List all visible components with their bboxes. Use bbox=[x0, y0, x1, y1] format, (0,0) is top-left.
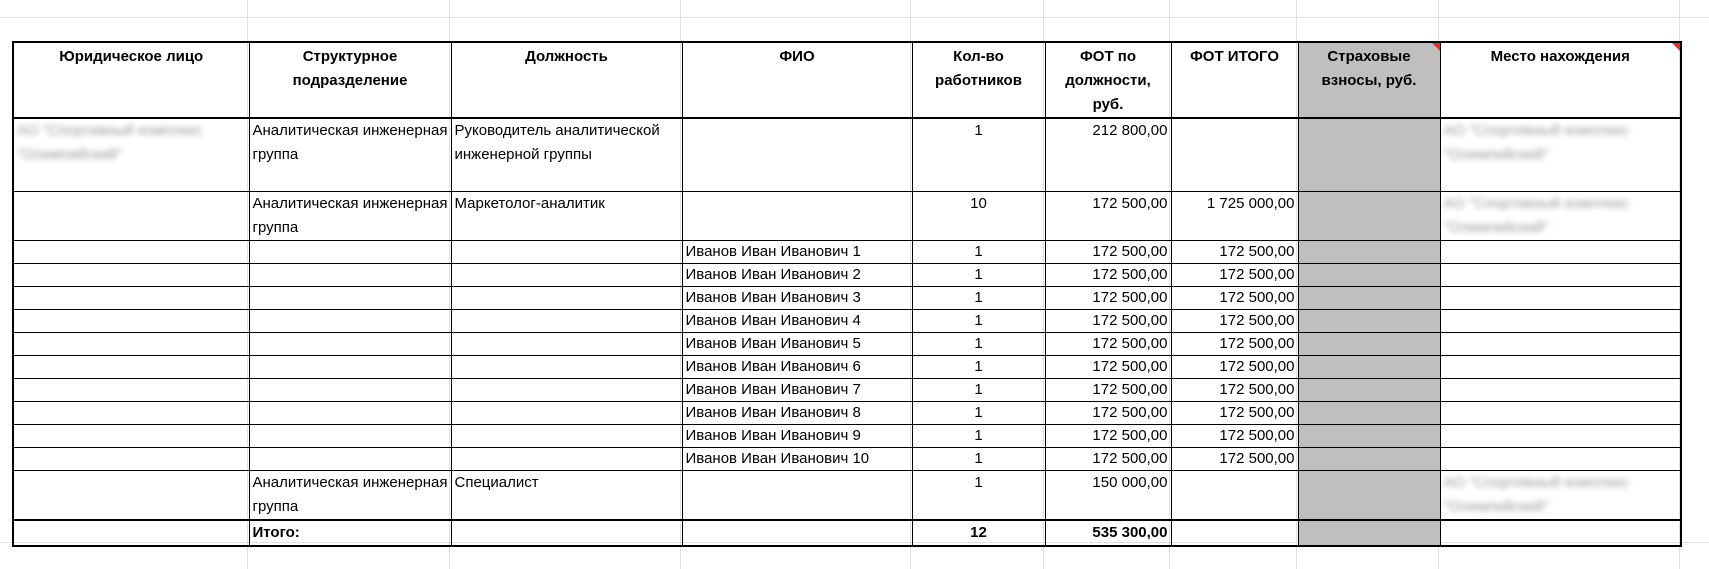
cell-count[interactable]: 1 bbox=[912, 379, 1045, 402]
cell-fio[interactable]: Иванов Иван Иванович 10 bbox=[682, 448, 912, 471]
table-row bbox=[13, 333, 1681, 356]
cell-division[interactable]: Аналитическая инженерная группа bbox=[249, 471, 451, 521]
cell-fio[interactable] bbox=[682, 192, 912, 241]
table-row bbox=[13, 356, 1681, 379]
cell-legal-entity[interactable] bbox=[13, 379, 249, 402]
cell-count[interactable]: 1 bbox=[912, 471, 1045, 521]
header-insurance-label: Страховые взносы, руб. bbox=[1321, 48, 1417, 89]
cell-insurance[interactable] bbox=[1298, 192, 1440, 241]
cell-fot-total[interactable]: 172 500,00 bbox=[1171, 448, 1298, 471]
table-row bbox=[13, 448, 1681, 471]
cell-count[interactable]: 1 bbox=[912, 287, 1045, 310]
cell-legal-entity[interactable] bbox=[13, 287, 249, 310]
cell-fot-total[interactable] bbox=[1171, 118, 1298, 192]
total-cell-insurance[interactable] bbox=[1298, 520, 1440, 546]
cell-fot-position[interactable]: 172 500,00 bbox=[1045, 425, 1171, 448]
cell-insurance[interactable] bbox=[1298, 379, 1440, 402]
cell-division[interactable]: Аналитическая инженерная группа bbox=[249, 192, 451, 241]
cell-count[interactable]: 1 bbox=[912, 333, 1045, 356]
total-fot-position[interactable]: 535 300,00 bbox=[1045, 520, 1171, 546]
cell-count[interactable]: 1 bbox=[912, 264, 1045, 287]
cell-legal-entity[interactable] bbox=[13, 425, 249, 448]
cell-insurance[interactable] bbox=[1298, 356, 1440, 379]
table-row bbox=[13, 425, 1681, 448]
cell-location[interactable] bbox=[1440, 241, 1681, 264]
cell-position[interactable] bbox=[451, 379, 682, 402]
cell-insurance[interactable] bbox=[1298, 310, 1440, 333]
cell-location[interactable]: АО "Спортивный комплекс "Олимпийский" bbox=[1440, 192, 1681, 241]
header-count[interactable]: Кол-во работников bbox=[912, 42, 1045, 118]
cell-position[interactable] bbox=[451, 402, 682, 425]
cell-fio[interactable] bbox=[682, 118, 912, 192]
cell-count[interactable]: 1 bbox=[912, 310, 1045, 333]
total-cell-location[interactable] bbox=[1440, 520, 1681, 546]
cell-fot-total[interactable]: 172 500,00 bbox=[1171, 379, 1298, 402]
cell-fio[interactable] bbox=[682, 471, 912, 521]
cell-division[interactable] bbox=[249, 287, 451, 310]
cell-insurance[interactable] bbox=[1298, 333, 1440, 356]
cell-fot-total[interactable]: 172 500,00 bbox=[1171, 310, 1298, 333]
cell-fot-total[interactable]: 172 500,00 bbox=[1171, 425, 1298, 448]
table-row bbox=[13, 471, 1681, 521]
cell-count[interactable]: 1 bbox=[912, 402, 1045, 425]
cell-division[interactable]: Аналитическая инженерная группа bbox=[249, 118, 451, 192]
cell-legal-entity[interactable] bbox=[13, 356, 249, 379]
cell-insurance[interactable] bbox=[1298, 425, 1440, 448]
cell-insurance[interactable] bbox=[1298, 448, 1440, 471]
header-legal-entity[interactable]: Юридическое лицо bbox=[13, 42, 249, 118]
cell-count[interactable]: 1 bbox=[912, 425, 1045, 448]
cell-fot-total[interactable] bbox=[1171, 471, 1298, 521]
cell-insurance[interactable] bbox=[1298, 241, 1440, 264]
staff-table bbox=[12, 41, 1682, 547]
total-cell-legal-entity[interactable] bbox=[13, 520, 249, 546]
total-cell-fot-total[interactable] bbox=[1171, 520, 1298, 546]
cell-count[interactable]: 1 bbox=[912, 448, 1045, 471]
cell-legal-entity[interactable] bbox=[13, 264, 249, 287]
cell-position[interactable] bbox=[451, 425, 682, 448]
cell-position[interactable] bbox=[451, 333, 682, 356]
cell-fio[interactable]: Иванов Иван Иванович 7 bbox=[682, 379, 912, 402]
table-row bbox=[13, 241, 1681, 264]
total-row bbox=[13, 520, 1681, 546]
cell-fot-position[interactable]: 172 500,00 bbox=[1045, 264, 1171, 287]
cell-position[interactable] bbox=[451, 310, 682, 333]
cell-fot-total[interactable]: 172 500,00 bbox=[1171, 333, 1298, 356]
cell-division[interactable] bbox=[249, 356, 451, 379]
cell-division[interactable] bbox=[249, 310, 451, 333]
table-row bbox=[13, 402, 1681, 425]
cell-division[interactable] bbox=[249, 264, 451, 287]
cell-fot-total[interactable]: 172 500,00 bbox=[1171, 241, 1298, 264]
spreadsheet bbox=[12, 41, 1682, 547]
cell-fot-position[interactable]: 150 000,00 bbox=[1045, 471, 1171, 521]
cell-fot-position[interactable]: 172 500,00 bbox=[1045, 448, 1171, 471]
cell-position[interactable] bbox=[451, 264, 682, 287]
cell-fot-position[interactable]: 172 500,00 bbox=[1045, 310, 1171, 333]
cell-fio[interactable]: Иванов Иван Иванович 4 bbox=[682, 310, 912, 333]
cell-insurance[interactable] bbox=[1298, 471, 1440, 521]
cell-legal-entity[interactable] bbox=[13, 471, 249, 521]
cell-division[interactable] bbox=[249, 333, 451, 356]
total-cell-position[interactable] bbox=[451, 520, 682, 546]
cell-fot-total[interactable]: 172 500,00 bbox=[1171, 402, 1298, 425]
header-location-label: Место нахождения bbox=[1490, 48, 1630, 65]
cell-fot-position[interactable]: 172 500,00 bbox=[1045, 402, 1171, 425]
table-row bbox=[13, 310, 1681, 333]
cell-position[interactable]: Руководитель аналитической инженерной группы bbox=[451, 118, 682, 192]
cell-fot-total[interactable]: 172 500,00 bbox=[1171, 264, 1298, 287]
cell-division[interactable] bbox=[249, 448, 451, 471]
cell-fot-position[interactable]: 172 500,00 bbox=[1045, 356, 1171, 379]
header-position[interactable]: Должность bbox=[451, 42, 682, 118]
cell-insurance[interactable] bbox=[1298, 264, 1440, 287]
cell-fot-position[interactable]: 172 500,00 bbox=[1045, 379, 1171, 402]
header-division[interactable]: Структурное подразделение bbox=[249, 42, 451, 118]
cell-division[interactable] bbox=[249, 402, 451, 425]
cell-fot-position[interactable]: 172 500,00 bbox=[1045, 333, 1171, 356]
cell-count[interactable]: 1 bbox=[912, 356, 1045, 379]
cell-location[interactable]: АО "Спортивный комплекс "Олимпийский" bbox=[1440, 471, 1681, 521]
table-body bbox=[13, 118, 1681, 520]
cell-fio[interactable]: Иванов Иван Иванович 2 bbox=[682, 264, 912, 287]
cell-legal-entity[interactable] bbox=[13, 192, 249, 241]
total-count[interactable]: 12 bbox=[912, 520, 1045, 546]
cell-count[interactable]: 1 bbox=[912, 241, 1045, 264]
table-row bbox=[13, 118, 1681, 192]
cell-location[interactable] bbox=[1440, 448, 1681, 471]
total-label[interactable]: Итого: bbox=[249, 520, 451, 546]
cell-location[interactable] bbox=[1440, 425, 1681, 448]
header-fot-total[interactable]: ФОТ ИТОГО bbox=[1171, 42, 1298, 118]
header-insurance[interactable] bbox=[1298, 42, 1440, 118]
cell-insurance[interactable] bbox=[1298, 402, 1440, 425]
cell-count[interactable]: 1 bbox=[912, 118, 1045, 192]
cell-position[interactable] bbox=[451, 448, 682, 471]
cell-legal-entity[interactable] bbox=[13, 241, 249, 264]
table-row bbox=[13, 192, 1681, 241]
cell-location[interactable]: АО "Спортивный комплекс "Олимпийский" bbox=[1440, 118, 1681, 192]
cell-count[interactable]: 10 bbox=[912, 192, 1045, 241]
cell-division[interactable] bbox=[249, 241, 451, 264]
cell-fot-total[interactable]: 172 500,00 bbox=[1171, 287, 1298, 310]
cell-fio[interactable]: Иванов Иван Иванович 8 bbox=[682, 402, 912, 425]
table-row bbox=[13, 264, 1681, 287]
comment-indicator-icon[interactable] bbox=[1432, 43, 1440, 51]
cell-legal-entity[interactable] bbox=[13, 402, 249, 425]
cell-fot-total[interactable]: 1 725 000,00 bbox=[1171, 192, 1298, 241]
cell-legal-entity[interactable] bbox=[13, 333, 249, 356]
cell-position[interactable] bbox=[451, 356, 682, 379]
cell-fio[interactable]: Иванов Иван Иванович 6 bbox=[682, 356, 912, 379]
cell-division[interactable] bbox=[249, 425, 451, 448]
cell-location[interactable] bbox=[1440, 310, 1681, 333]
cell-location[interactable] bbox=[1440, 356, 1681, 379]
cell-position[interactable] bbox=[451, 241, 682, 264]
cell-position[interactable] bbox=[451, 287, 682, 310]
total-cell-fio[interactable] bbox=[682, 520, 912, 546]
cell-fot-position[interactable]: 172 500,00 bbox=[1045, 287, 1171, 310]
cell-fio[interactable]: Иванов Иван Иванович 5 bbox=[682, 333, 912, 356]
cell-legal-entity[interactable] bbox=[13, 310, 249, 333]
cell-legal-entity[interactable] bbox=[13, 448, 249, 471]
cell-insurance[interactable] bbox=[1298, 287, 1440, 310]
cell-location[interactable] bbox=[1440, 287, 1681, 310]
cell-fot-position[interactable]: 172 500,00 bbox=[1045, 241, 1171, 264]
cell-location[interactable] bbox=[1440, 379, 1681, 402]
cell-fot-total[interactable]: 172 500,00 bbox=[1171, 356, 1298, 379]
cell-division[interactable] bbox=[249, 379, 451, 402]
table-row bbox=[13, 379, 1681, 402]
cell-fio[interactable]: Иванов Иван Иванович 3 bbox=[682, 287, 912, 310]
cell-location[interactable] bbox=[1440, 402, 1681, 425]
cell-fot-position[interactable]: 212 800,00 bbox=[1045, 118, 1171, 192]
cell-position[interactable]: Маркетолог-аналитик bbox=[451, 192, 682, 241]
cell-position[interactable]: Специалист bbox=[451, 471, 682, 521]
cell-fot-position[interactable]: 172 500,00 bbox=[1045, 192, 1171, 241]
header-row bbox=[13, 42, 1681, 118]
header-fot-position[interactable]: ФОТ по должности, руб. bbox=[1045, 42, 1171, 118]
cell-insurance[interactable] bbox=[1298, 118, 1440, 192]
comment-indicator-icon[interactable] bbox=[1672, 43, 1680, 51]
cell-legal-entity[interactable]: АО "Спортивный комплекс "Олимпийский" bbox=[13, 118, 249, 192]
table-row bbox=[13, 287, 1681, 310]
cell-fio[interactable]: Иванов Иван Иванович 9 bbox=[682, 425, 912, 448]
cell-location[interactable] bbox=[1440, 264, 1681, 287]
cell-location[interactable] bbox=[1440, 333, 1681, 356]
header-location[interactable] bbox=[1440, 42, 1681, 118]
cell-fio[interactable]: Иванов Иван Иванович 1 bbox=[682, 241, 912, 264]
header-fio[interactable]: ФИО bbox=[682, 42, 912, 118]
